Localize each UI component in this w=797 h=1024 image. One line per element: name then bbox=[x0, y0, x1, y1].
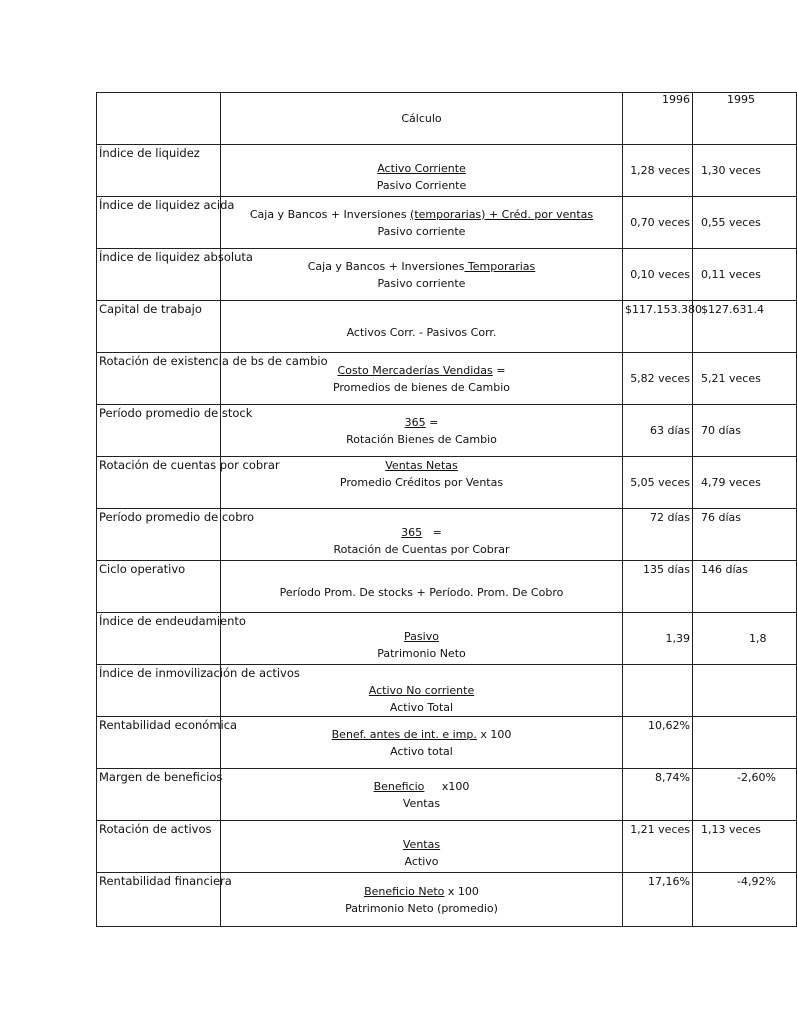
ratio-name: Rotación de cuentas por cobrar bbox=[99, 458, 280, 472]
ratio-name: Período promedio de cobro bbox=[99, 510, 255, 524]
formula-denominator: Activo bbox=[404, 854, 439, 868]
formula-denominator: Ventas bbox=[402, 796, 441, 810]
ratio-name: Índice de inmovilización de activos bbox=[99, 666, 300, 680]
ratio-formula bbox=[221, 457, 623, 509]
ratio-formula bbox=[221, 405, 623, 457]
formula-numerator-suffix: x 100 bbox=[444, 884, 479, 898]
ratio-formula bbox=[221, 561, 623, 613]
formula-denominator: Patrimonio Neto bbox=[377, 646, 466, 660]
value-1996: 0,10 veces bbox=[623, 249, 693, 301]
value-1996: 0,70 veces bbox=[623, 197, 693, 249]
formula-denominator: Promedios de bienes de Cambio bbox=[332, 380, 511, 394]
value-1996: 5,82 veces bbox=[623, 353, 693, 405]
formula-numerator: Costo Mercaderías Vendidas bbox=[337, 363, 493, 377]
formula-numerator: Temporarias bbox=[464, 259, 536, 273]
ratio-formula bbox=[221, 145, 623, 197]
formula-numerator: Ventas Netas bbox=[385, 459, 458, 472]
ratio-name: Índice de liquidez absoluta bbox=[99, 250, 253, 264]
ratio-name: Índice de endeudamiento bbox=[99, 614, 246, 628]
header-row bbox=[97, 93, 797, 145]
formula-numerator: (temporarias) + Créd. por ventas bbox=[410, 207, 594, 221]
formula-numerator-suffix: = bbox=[425, 415, 439, 429]
value-1995: 4,79 veces bbox=[693, 457, 797, 509]
formula-denominator: Activo total bbox=[390, 744, 453, 758]
formula-numerator: Beneficio Neto bbox=[364, 884, 445, 898]
value-1996: 135 días bbox=[623, 561, 693, 613]
table-row bbox=[97, 405, 797, 457]
value-1995: -2,60% bbox=[693, 769, 797, 821]
table-row bbox=[97, 509, 797, 561]
formula-denominator: Patrimonio Neto (promedio) bbox=[345, 901, 498, 915]
value-1996: 1,21 veces bbox=[623, 821, 693, 873]
ratio-name: Ciclo operativo bbox=[99, 562, 186, 576]
financial-ratios-table bbox=[96, 92, 797, 927]
ratio-formula bbox=[221, 769, 623, 821]
formula-numerator: Ventas bbox=[402, 837, 441, 851]
value-1995: 1,13 veces bbox=[693, 821, 797, 873]
value-1996: 1,39 bbox=[623, 613, 693, 665]
formula-numerator: Pasivo bbox=[404, 629, 439, 643]
value-1996 bbox=[623, 665, 693, 717]
ratio-formula bbox=[221, 821, 623, 873]
value-1995: $127.631.4 bbox=[693, 301, 797, 353]
ratio-formula bbox=[221, 301, 623, 353]
formula-denominator: Rotación de Cuentas por Cobrar bbox=[333, 542, 510, 556]
header-calc-label: Cálculo bbox=[221, 93, 623, 145]
formula-numerator-suffix: = bbox=[422, 525, 442, 539]
value-1995: 76 días bbox=[693, 509, 797, 561]
formula-numerator-suffix: x100 bbox=[424, 779, 470, 793]
ratio-name: Índice de liquidez acida bbox=[99, 198, 235, 212]
value-1995: 5,21 veces bbox=[693, 353, 797, 405]
value-1996: 5,05 veces bbox=[623, 457, 693, 509]
value-1995: 1,8 bbox=[693, 613, 797, 665]
table-row bbox=[97, 873, 797, 927]
value-1995: 0,11 veces bbox=[693, 249, 797, 301]
ratio-formula bbox=[221, 249, 623, 301]
table-row bbox=[97, 717, 797, 769]
value-1995 bbox=[693, 717, 797, 769]
value-1996: 1,28 veces bbox=[623, 145, 693, 197]
ratio-name: Rotación de existencia de bs de cambio bbox=[99, 354, 328, 368]
table-row bbox=[97, 145, 797, 197]
formula-denominator: Pasivo corriente bbox=[377, 224, 466, 238]
ratio-name: Rentabilidad financiera bbox=[99, 874, 232, 888]
formula-numerator-suffix: x 100 bbox=[476, 727, 512, 741]
value-1996: 72 días bbox=[623, 509, 693, 561]
header-name-cell bbox=[97, 93, 221, 145]
formula-denominator: Pasivo Corriente bbox=[376, 178, 467, 192]
ratio-name: Período promedio de stock bbox=[99, 406, 253, 420]
ratio-formula bbox=[221, 717, 623, 769]
formula-numerator-suffix: = bbox=[492, 363, 506, 377]
ratio-formula bbox=[221, 613, 623, 665]
value-1995: 70 días bbox=[693, 405, 797, 457]
value-1996: 10,62% bbox=[623, 717, 693, 769]
table-row bbox=[97, 249, 797, 301]
table-row bbox=[97, 613, 797, 665]
value-1996: 63 días bbox=[623, 405, 693, 457]
value-1995 bbox=[693, 665, 797, 717]
ratio-formula bbox=[221, 509, 623, 561]
formula-denominator: Pasivo corriente bbox=[377, 276, 466, 290]
table-row bbox=[97, 457, 797, 509]
formula-numerator: Benef. antes de int. e imp. bbox=[331, 727, 477, 741]
formula-numerator: Beneficio bbox=[373, 779, 425, 793]
ratio-name: Índice de liquidez bbox=[99, 146, 200, 160]
formula-numerator: Activo Corriente bbox=[377, 161, 466, 175]
value-1996: 8,74% bbox=[623, 769, 693, 821]
value-1995: 1,30 veces bbox=[693, 145, 797, 197]
table-row bbox=[97, 769, 797, 821]
value-1995: -4,92% bbox=[693, 873, 797, 927]
header-year-1995: 1995 bbox=[693, 93, 797, 145]
formula-text: Período Prom. De stocks + Período. Prom. De Cobro bbox=[279, 586, 564, 599]
ratio-formula bbox=[221, 873, 623, 927]
formula-denominator: Promedio Créditos por Ventas bbox=[339, 476, 504, 489]
table-row bbox=[97, 821, 797, 873]
ratio-name: Margen de beneficios bbox=[99, 770, 223, 784]
formula-numerator: 365 bbox=[404, 415, 426, 429]
formula-numerator-prefix: Caja y Bancos + Inversiones bbox=[249, 207, 411, 221]
value-1995: 0,55 veces bbox=[693, 197, 797, 249]
formula-numerator: Activo No corriente bbox=[368, 684, 475, 697]
ratio-name: Capital de trabajo bbox=[99, 302, 202, 316]
formula-denominator: Activo Total bbox=[389, 701, 454, 714]
ratio-name: Rentabilidad económica bbox=[99, 718, 238, 732]
table-row bbox=[97, 197, 797, 249]
formula-denominator: Rotación Bienes de Cambio bbox=[346, 432, 497, 446]
value-1996: 17,16% bbox=[623, 873, 693, 927]
table-row bbox=[97, 301, 797, 353]
value-1996: $117.153.380 bbox=[623, 301, 693, 353]
ratio-formula bbox=[221, 197, 623, 249]
formula-numerator-prefix: Caja y Bancos + Inversiones bbox=[307, 259, 465, 273]
formula-text: Activos Corr. - Pasivos Corr. bbox=[346, 326, 497, 339]
value-1995: 146 días bbox=[693, 561, 797, 613]
formula-numerator: 365 bbox=[401, 525, 423, 539]
table-row bbox=[97, 353, 797, 405]
ratio-name: Rotación de activos bbox=[99, 822, 212, 836]
header-year-1996: 1996 bbox=[623, 93, 693, 145]
table-row bbox=[97, 665, 797, 717]
table-row bbox=[97, 561, 797, 613]
